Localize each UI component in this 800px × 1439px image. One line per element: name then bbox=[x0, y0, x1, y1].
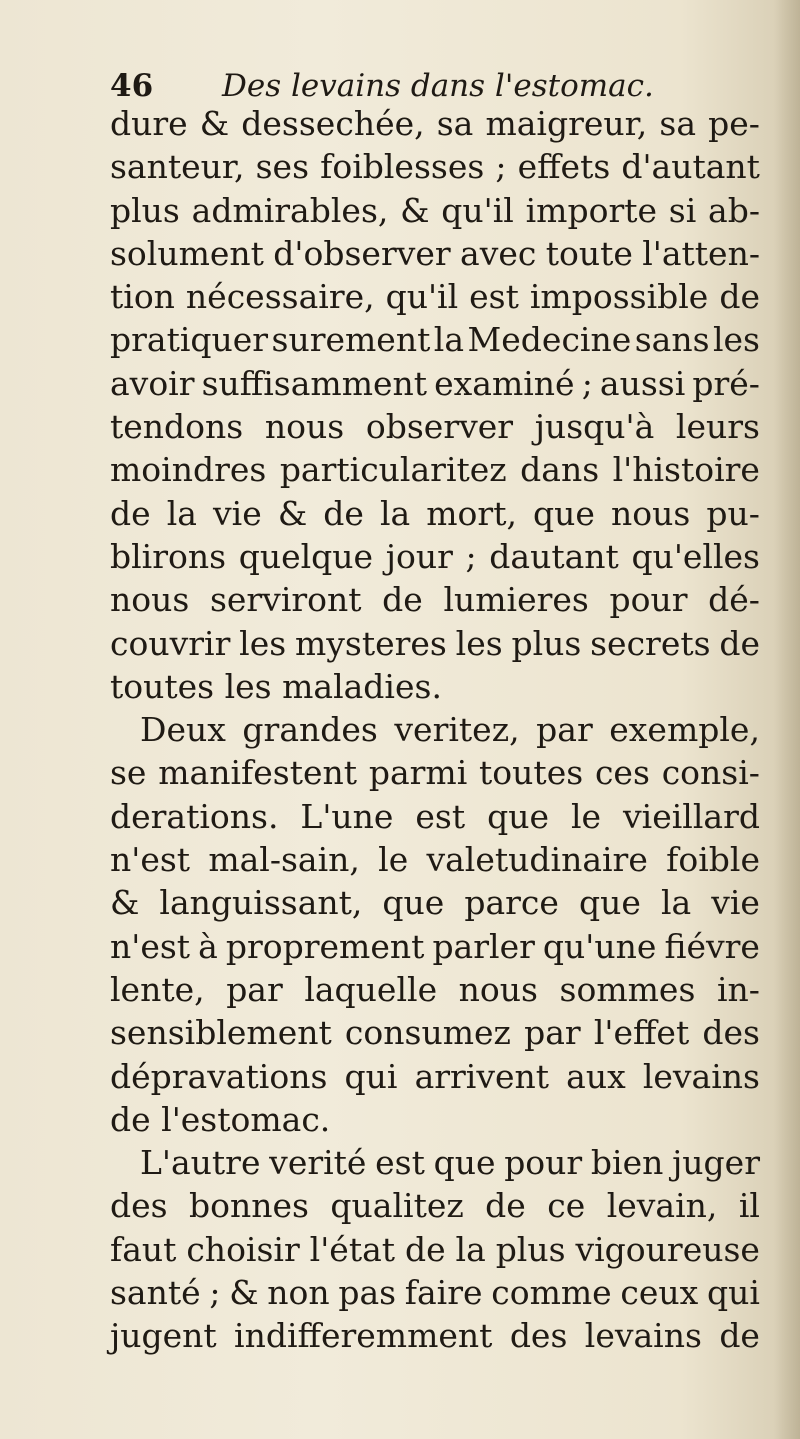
word: que bbox=[533, 493, 595, 533]
word: serviront bbox=[209, 580, 362, 620]
word: levains bbox=[584, 1316, 702, 1356]
word: pu- bbox=[706, 493, 760, 533]
word: faut bbox=[110, 1229, 177, 1269]
text-line bbox=[110, 318, 760, 361]
word: observer bbox=[365, 407, 514, 447]
word: laquelle bbox=[304, 969, 438, 1009]
word: & bbox=[229, 1273, 259, 1313]
word: la bbox=[379, 493, 411, 533]
word: par bbox=[536, 710, 593, 750]
word: nous bbox=[264, 407, 345, 447]
word: verité bbox=[269, 1143, 367, 1183]
text-line bbox=[110, 145, 760, 188]
text-line bbox=[110, 102, 760, 145]
text-line bbox=[110, 795, 760, 838]
word: faire bbox=[404, 1273, 483, 1313]
text-line bbox=[110, 1184, 760, 1227]
word: toutes bbox=[479, 753, 584, 793]
word: dans bbox=[520, 450, 600, 490]
text-line: toutes les maladies. bbox=[110, 666, 442, 706]
word: pour bbox=[609, 580, 688, 620]
word: ses bbox=[255, 147, 310, 187]
text-line bbox=[110, 1314, 760, 1357]
word: vie bbox=[213, 493, 262, 533]
word: les bbox=[712, 320, 760, 360]
body-text bbox=[110, 102, 760, 1358]
word: aux bbox=[566, 1056, 626, 1096]
word: jusqu'à bbox=[534, 407, 655, 447]
word: juger bbox=[672, 1143, 760, 1183]
word: l'histoire bbox=[612, 450, 760, 490]
word: que bbox=[487, 796, 550, 836]
word: toute bbox=[545, 233, 633, 273]
word: fiévre bbox=[664, 926, 760, 966]
word: les bbox=[239, 623, 287, 663]
word: maigreur, bbox=[485, 104, 648, 143]
word: qui bbox=[707, 1273, 760, 1313]
word: Medecine bbox=[467, 320, 632, 360]
text-line: de l'estomac. bbox=[110, 1099, 331, 1139]
text-line bbox=[110, 578, 760, 621]
word: ceux bbox=[620, 1273, 699, 1313]
word: quelque bbox=[238, 536, 374, 576]
word: qualitez bbox=[330, 1186, 464, 1226]
text-line bbox=[110, 881, 760, 924]
word: que bbox=[433, 1143, 496, 1183]
word: impossible bbox=[529, 277, 709, 317]
word: qui bbox=[344, 1056, 398, 1096]
word: veritez, bbox=[394, 710, 520, 750]
word: exemple, bbox=[609, 710, 760, 750]
word: mysteres bbox=[294, 623, 447, 663]
word: surement bbox=[271, 320, 431, 360]
word: de bbox=[404, 1229, 446, 1269]
word: tion bbox=[110, 277, 175, 317]
word: moindres bbox=[110, 450, 267, 490]
word: jour bbox=[385, 536, 453, 576]
word: la bbox=[166, 493, 197, 533]
word: levains bbox=[642, 1056, 760, 1096]
word: mort, bbox=[426, 493, 517, 533]
word: la bbox=[660, 883, 692, 923]
word: la bbox=[433, 320, 465, 360]
word: le bbox=[378, 840, 409, 880]
word: pe- bbox=[708, 104, 760, 143]
word: blirons bbox=[110, 536, 227, 576]
word: nous bbox=[110, 580, 190, 620]
word: & bbox=[277, 493, 308, 533]
text-line bbox=[110, 1228, 760, 1271]
word: d'autant bbox=[621, 147, 760, 187]
text-line bbox=[110, 622, 760, 665]
text-line bbox=[110, 751, 760, 794]
word: pré- bbox=[692, 363, 760, 403]
word: l'atten- bbox=[642, 233, 760, 273]
word: bonnes bbox=[189, 1186, 309, 1226]
word: dessechée, bbox=[241, 104, 425, 143]
word: sans bbox=[634, 320, 710, 360]
word: L'une bbox=[300, 796, 394, 836]
word: à bbox=[198, 926, 218, 966]
paragraph-first-line bbox=[110, 708, 760, 751]
word: par bbox=[226, 969, 283, 1009]
word: bien bbox=[590, 1143, 664, 1183]
word: dé- bbox=[708, 580, 760, 620]
word: pas bbox=[338, 1273, 397, 1313]
word: qu'il bbox=[441, 190, 514, 230]
text-line bbox=[110, 1011, 760, 1054]
word: valetudinaire bbox=[426, 840, 648, 880]
word: arrivent bbox=[414, 1056, 550, 1096]
word: in- bbox=[716, 969, 760, 1009]
word: santeur, bbox=[110, 147, 245, 187]
word: pour bbox=[504, 1143, 583, 1183]
word: qu'elles bbox=[631, 536, 760, 576]
word: sommes bbox=[559, 969, 696, 1009]
word: comme bbox=[491, 1273, 612, 1313]
word: L'autre bbox=[140, 1143, 261, 1183]
word: foible bbox=[666, 840, 760, 880]
word: proprement bbox=[225, 926, 425, 966]
word: parler bbox=[432, 926, 535, 966]
word: plus bbox=[511, 623, 582, 663]
word: de bbox=[719, 277, 760, 317]
word: ces bbox=[594, 753, 650, 793]
word: le bbox=[570, 796, 602, 836]
word: ab- bbox=[708, 190, 760, 230]
word: parce bbox=[464, 883, 559, 923]
word: si bbox=[668, 190, 697, 230]
word: consi- bbox=[661, 753, 760, 793]
word: admirables, bbox=[191, 190, 389, 230]
word: de bbox=[719, 1316, 760, 1356]
word: dépravations bbox=[110, 1056, 328, 1096]
word: lente, bbox=[110, 969, 205, 1009]
word: santé bbox=[110, 1273, 201, 1313]
word: qu'une bbox=[542, 926, 657, 966]
text-line bbox=[110, 405, 760, 448]
paragraph-first-line bbox=[110, 1141, 760, 1184]
text-line bbox=[110, 535, 760, 578]
word: plus bbox=[495, 1229, 566, 1269]
word: avec bbox=[460, 233, 537, 273]
word: ce bbox=[547, 1186, 586, 1226]
text-line bbox=[110, 925, 760, 968]
word: vigoureuse bbox=[575, 1229, 760, 1269]
word: nous bbox=[611, 493, 691, 533]
word: qu'il bbox=[385, 277, 459, 317]
word: & bbox=[199, 104, 230, 143]
word: est bbox=[415, 796, 466, 836]
text-line bbox=[110, 189, 760, 232]
word: de bbox=[382, 580, 423, 620]
word: particularitez bbox=[279, 450, 507, 490]
page-edge-shadow bbox=[774, 0, 800, 1439]
word: jugent bbox=[110, 1316, 217, 1356]
word: dure bbox=[110, 104, 188, 143]
word: derations. bbox=[110, 796, 279, 836]
word: sensiblement bbox=[110, 1013, 332, 1053]
word: languissant, bbox=[159, 883, 363, 923]
word: que bbox=[382, 883, 445, 923]
word: consumez bbox=[344, 1013, 511, 1053]
word: solument bbox=[110, 233, 264, 273]
word: suffisamment bbox=[201, 363, 428, 403]
word: il bbox=[738, 1186, 760, 1226]
word: que bbox=[578, 883, 641, 923]
word: nécessaire, bbox=[185, 277, 375, 317]
word: & bbox=[110, 883, 140, 923]
word: mal-sain, bbox=[208, 840, 360, 880]
word: des bbox=[702, 1013, 760, 1053]
word: & bbox=[400, 190, 430, 230]
word: ; bbox=[495, 147, 507, 187]
running-head: Des levains dans l'estomac. bbox=[222, 68, 654, 104]
text-line bbox=[110, 275, 760, 318]
word: d'observer bbox=[273, 233, 451, 273]
word: sa bbox=[436, 104, 474, 143]
word: de bbox=[719, 623, 760, 663]
word: indifferemment bbox=[234, 1316, 493, 1356]
word: n'est bbox=[110, 840, 191, 880]
word: n'est bbox=[110, 926, 191, 966]
text-line bbox=[110, 362, 760, 405]
word: se bbox=[110, 753, 147, 793]
word: est bbox=[375, 1143, 425, 1183]
word: nous bbox=[458, 969, 538, 1009]
text-line bbox=[110, 1271, 760, 1314]
word: ; bbox=[465, 536, 477, 576]
word: la bbox=[455, 1229, 486, 1269]
word: examiné bbox=[434, 363, 575, 403]
text-line bbox=[110, 1055, 760, 1098]
word: leurs bbox=[675, 407, 760, 447]
page-number: 46 bbox=[110, 68, 154, 104]
word: l'état bbox=[309, 1229, 396, 1269]
word: est bbox=[469, 277, 519, 317]
word: pratiquer bbox=[110, 320, 269, 360]
text-line bbox=[110, 838, 760, 881]
word: Deux bbox=[140, 710, 226, 750]
text-line bbox=[110, 492, 760, 535]
word: importe bbox=[525, 190, 658, 230]
word: couvrir bbox=[110, 623, 231, 663]
word: sa bbox=[659, 104, 697, 143]
word: parmi bbox=[368, 753, 468, 793]
text-line bbox=[110, 232, 760, 275]
word: effets bbox=[517, 147, 611, 187]
word: les bbox=[455, 623, 503, 663]
word: vie bbox=[711, 883, 760, 923]
word: par bbox=[524, 1013, 581, 1053]
word: des bbox=[509, 1316, 568, 1356]
word: choisir bbox=[186, 1229, 300, 1269]
word: ; bbox=[581, 363, 593, 403]
word: de bbox=[485, 1186, 526, 1226]
word: dautant bbox=[489, 536, 619, 576]
word: plus bbox=[110, 190, 180, 230]
word: grandes bbox=[242, 710, 378, 750]
word: lumieres bbox=[443, 580, 589, 620]
word: avoir bbox=[110, 363, 195, 403]
word: manifestent bbox=[158, 753, 358, 793]
text-line bbox=[110, 448, 760, 491]
word: l'effet bbox=[593, 1013, 690, 1053]
word: non bbox=[267, 1273, 330, 1313]
word: ; bbox=[209, 1273, 221, 1313]
word: vieillard bbox=[623, 796, 760, 836]
word: de bbox=[110, 493, 151, 533]
word: tendons bbox=[110, 407, 244, 447]
word: levain, bbox=[606, 1186, 718, 1226]
word: de bbox=[323, 493, 364, 533]
word: secrets bbox=[590, 623, 711, 663]
word: aussi bbox=[599, 363, 686, 403]
word: des bbox=[110, 1186, 168, 1226]
text-line bbox=[110, 968, 760, 1011]
word: foiblesses bbox=[320, 147, 485, 187]
